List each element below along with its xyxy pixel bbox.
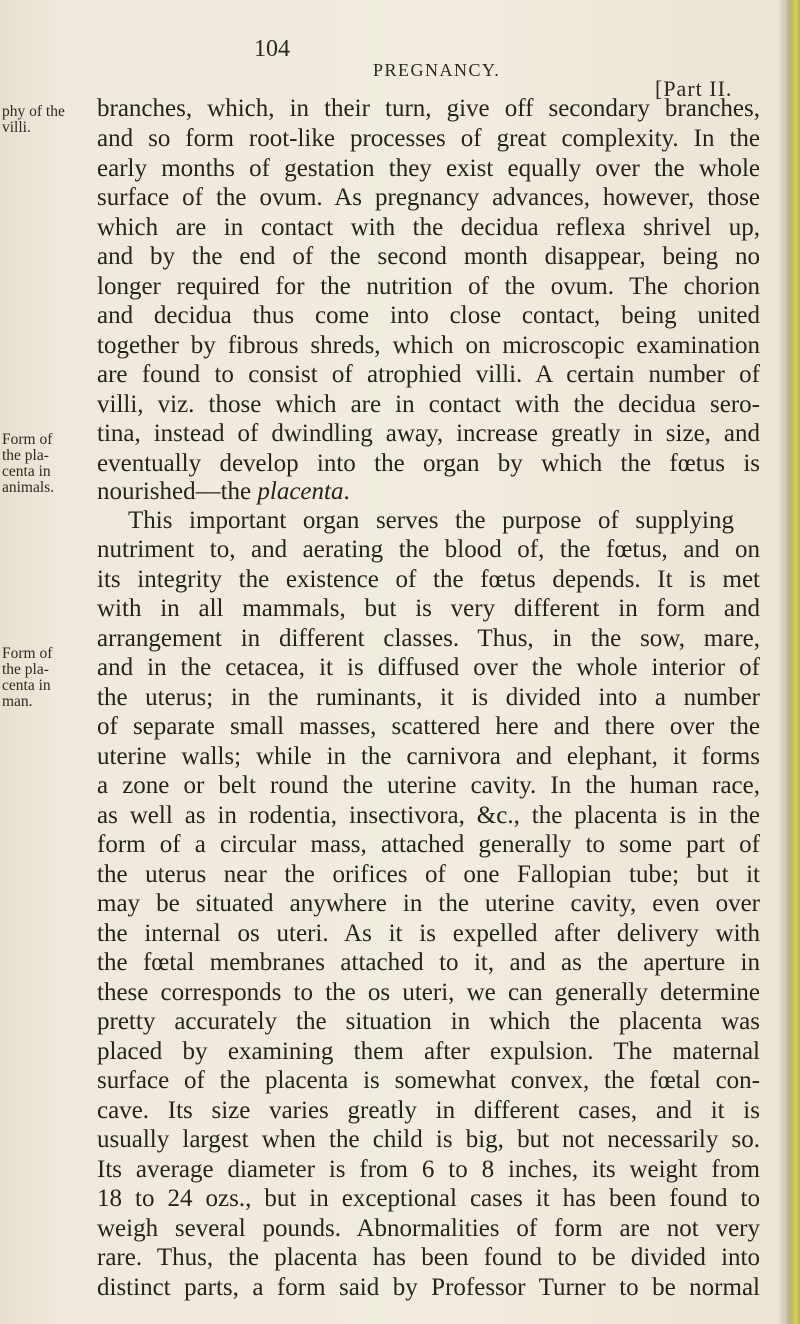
text-line: pretty accurately the situation in which the placenta was xyxy=(97,1008,760,1035)
text-line: surface of the placenta is somewhat convex, the fœtal con- xyxy=(97,1067,760,1094)
side-note-line: the pla- xyxy=(2,447,49,464)
text-line: may be situated anywhere in the uterine cavity, even over xyxy=(97,890,760,917)
text-line: its integrity the existence of the fœtus depends. It is met xyxy=(97,566,760,593)
side-note-line: phy of the xyxy=(2,103,65,120)
book-edge xyxy=(784,0,800,1324)
text-line-segment: nourished—the placenta. xyxy=(97,478,350,505)
text-line xyxy=(97,478,350,506)
part-heading: [Part II. xyxy=(655,76,733,101)
side-note-line: Form of xyxy=(2,431,53,448)
text-line: these corresponds to the os uteri, we can generally determine xyxy=(97,979,760,1006)
text-line: are found to consist of atrophied villi. A certain number of xyxy=(97,361,760,388)
text-line: the uterus near the orifices of one Fallopian tube; but it xyxy=(97,861,760,888)
text-line: Its average diameter is from 6 to 8 inches, its weight from xyxy=(97,1156,760,1183)
text-line: and by the end of the second month disappear, being no xyxy=(97,243,760,270)
text-line: with in all mammals, but is very different in form and xyxy=(97,595,760,622)
text-line: usually largest when the child is big, but not necessarily so. xyxy=(97,1126,760,1153)
text-line: the fœtal membranes attached to it, and as the aperture in xyxy=(97,949,760,976)
text-line: the uterus; in the ruminants, it is divided into a number xyxy=(97,684,760,711)
side-note-line: the pla- xyxy=(2,661,49,678)
text-line: branches, which, in their turn, give off secondary branches, xyxy=(97,95,760,122)
text-line: rare. Thus, the placenta has been found to be divided into xyxy=(97,1244,760,1271)
text-line: tina, instead of dwindling away, increase greatly in size, and xyxy=(97,420,760,447)
text-line: of separate small masses, scattered here and there over the xyxy=(97,713,760,740)
side-note-line: centa in xyxy=(2,677,51,694)
text-line: form of a circular mass, attached generally to some part of xyxy=(97,831,760,858)
text-line: as well as in rodentia, insectivora, &c., the placenta is in the xyxy=(97,802,760,829)
text-line: weigh several pounds. Abnormalities of form are not very xyxy=(97,1215,760,1242)
text-line: surface of the ovum. As pregnancy advances, however, those xyxy=(97,184,760,211)
text-line: distinct parts, a form said by Professor Turner to be normal xyxy=(97,1274,760,1301)
side-note-villi xyxy=(2,104,94,136)
text-line: placed by examining them after expulsion. The maternal xyxy=(97,1038,760,1065)
text-line: cave. Its size varies greatly in different cases, and it is xyxy=(97,1097,760,1124)
text-line: and in the cetacea, it is diffused over the whole interior of xyxy=(97,654,760,681)
side-note-line: Form of xyxy=(2,645,53,662)
text-line: longer required for the nutrition of the ovum. The chorion xyxy=(97,273,760,300)
side-note-line: centa in xyxy=(2,463,51,480)
side-note-line: man. xyxy=(2,693,33,710)
text-line: a zone or belt round the uterine cavity. In the human race, xyxy=(97,772,760,799)
text-line: 18 to 24 ozs., but in exceptional cases it has been found to xyxy=(97,1185,760,1212)
side-note-placenta-man xyxy=(2,646,94,710)
text-line: early months of gestation they exist equally over the whole xyxy=(97,155,760,182)
text-line: the internal os uteri. As it is expelled after delivery with xyxy=(97,920,760,947)
side-note-placenta-animals xyxy=(2,432,94,496)
running-head: PREGNANCY. xyxy=(373,60,501,80)
text-line: which are in contact with the decidua reflexa shrivel up, xyxy=(97,214,760,241)
text-line: together by fibrous shreds, which on microscopic examination xyxy=(97,332,760,359)
italic-term: placenta xyxy=(257,478,344,505)
side-note-line: villi. xyxy=(2,119,31,136)
text-line: arrangement in different classes. Thus, in the sow, mare, xyxy=(97,625,760,652)
text-line: This important organ serves the purpose of supplying xyxy=(128,507,734,534)
text-line: uterine walls; while in the carnivora and elephant, it forms xyxy=(97,743,760,770)
side-note-line: animals. xyxy=(2,479,55,496)
text-line: nutriment to, and aerating the blood of, the fœtus, and on xyxy=(97,536,760,563)
page-number: 104 xyxy=(254,36,290,62)
text-line: and so form root-like processes of great complexity. In the xyxy=(97,125,760,152)
text-line: eventually develop into the organ by which the fœtus is xyxy=(97,450,760,477)
text-line: villi, viz. those which are in contact with the decidua sero- xyxy=(97,391,760,418)
text-line: and decidua thus come into close contact, being united xyxy=(97,302,760,329)
